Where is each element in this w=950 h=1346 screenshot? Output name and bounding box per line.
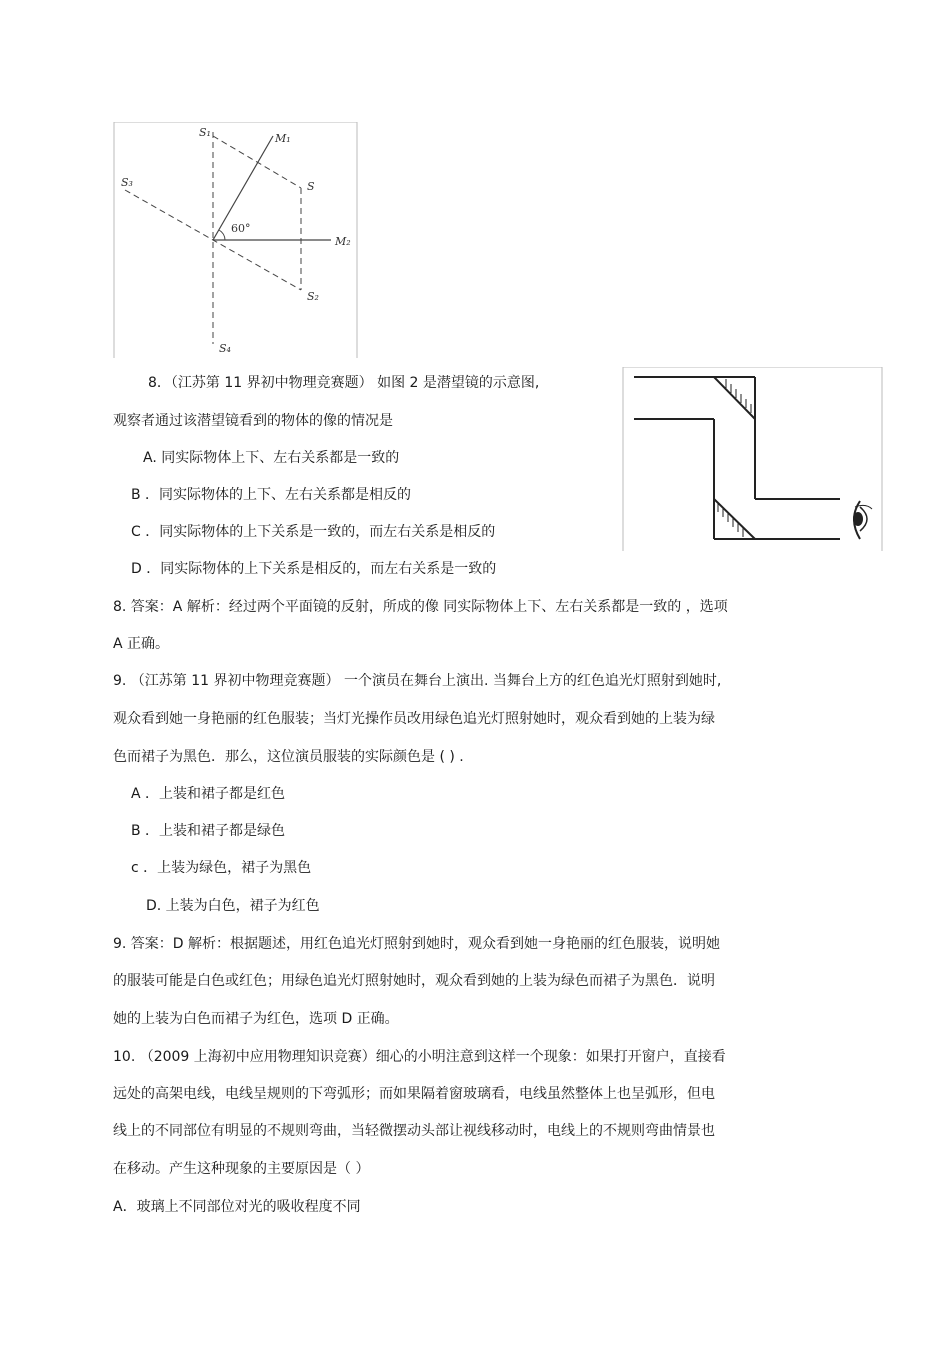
label-m1: M₁ <box>275 132 291 145</box>
answer-9-line-1: 9. 答案：D 解析：根据题述，用红色追光灯照射到她时，观众看到她一身艳丽的红色服装，说明她 <box>113 936 721 952</box>
top-mirror <box>714 377 755 419</box>
question-10-stem-3: 线上的不同部位有明显的不规则弯曲，当轻微摆动头部让视线移动时，电线上的不规则弯曲情景也 <box>113 1123 715 1139</box>
question-9-stem-1: 9. （江苏第 11 界初中物理竞赛题） 一个演员在舞台上演出. 当舞台上方的红色追光灯照射到她时, <box>113 673 722 689</box>
question-10-stem-1: 10. （2009 上海初中应用物理知识竞赛）细心的小明注意到这样一个现象：如果打开窗户，直接看 <box>113 1049 726 1065</box>
answer-8-line-2: A 正确。 <box>113 636 170 652</box>
label-s: S <box>307 180 315 193</box>
question-10-stem-4: 在移动。产生这种现象的主要原因是（ ） <box>113 1161 370 1177</box>
label-s1: S₁ <box>199 126 211 139</box>
question-8-option-c: C ．同实际物体的上下关系是一致的，而左右关系是相反的 <box>131 524 496 540</box>
bottom-mirror <box>714 499 755 539</box>
answer-8-line-1: 8. 答案：A 解析：经过两个平面镜的反射，所成的像 同实际物体上下、左右关系都是一致的 ，选项 <box>113 599 728 615</box>
question-10-stem-2: 远处的高架电线，电线呈规则的下弯弧形；而如果隔着窗玻璃看，电线虽然整体上也呈弧形，但电 <box>113 1086 715 1102</box>
answer-9-line-2: 的服装可能是白色或红色；用绿色追光灯照射她时，观众看到她的上装为绿色而裙子为黑色．说明 <box>113 973 715 989</box>
question-8-option-a: A. 同实际物体上下、左右关系都是一致的 <box>143 450 400 466</box>
label-s3: S₃ <box>121 176 133 189</box>
question-9-option-d: D. 上装为白色，裙子为红色 <box>146 898 320 914</box>
mirror-images-figure <box>113 122 359 360</box>
question-9-stem-3: 色而裙子为黑色．那么，这位演员服装的实际颜色是 ( ) . <box>113 749 464 765</box>
question-10-option-a: A．玻璃上不同部位对光的吸收程度不同 <box>113 1199 361 1215</box>
question-9-option-c: c ．上装为绿色，裙子为黑色 <box>131 860 312 876</box>
question-8-option-b: B ．同实际物体的上下、左右关系都是相反的 <box>131 487 412 503</box>
periscope-figure <box>622 367 884 553</box>
label-angle: 60° <box>231 222 251 235</box>
answer-9-line-3: 她的上装为白色而裙子为红色，选项 D 正确。 <box>113 1011 399 1027</box>
label-m2: M₂ <box>335 235 351 248</box>
label-s4: S₄ <box>219 342 231 355</box>
question-8-stem-1: 8．（江苏第 11 界初中物理竞赛题） 如图 2 是潜望镜的示意图, <box>148 375 540 391</box>
label-s2: S₂ <box>307 290 319 303</box>
question-8-stem-2: 观察者通过该潜望镜看到的物体的像的情况是 <box>113 413 393 429</box>
question-9-option-b: B ．上装和裙子都是绿色 <box>131 823 286 839</box>
eye-icon <box>853 501 872 539</box>
question-9-stem-2: 观众看到她一身艳丽的红色服装；当灯光操作员改用绿色追光灯照射她时，观众看到她的上装为绿 <box>113 711 715 727</box>
question-9-option-a: A ．上装和裙子都是红色 <box>131 786 286 802</box>
question-8-option-d: D ．同实际物体的上下关系是相反的，而左右关系是一致的 <box>131 561 497 577</box>
